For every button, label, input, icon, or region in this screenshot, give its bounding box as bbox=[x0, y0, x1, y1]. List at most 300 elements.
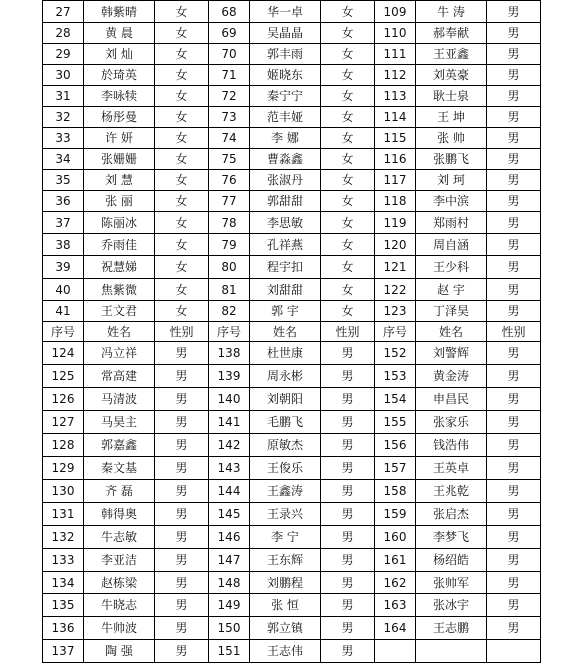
cell-sex: 男 bbox=[155, 549, 209, 572]
roster-table bbox=[42, 0, 541, 663]
cell-seq: 68 bbox=[209, 1, 250, 23]
table-row bbox=[43, 1, 541, 23]
cell-sex: 女 bbox=[321, 86, 375, 107]
cell-name: 刘鹏程 bbox=[250, 572, 321, 594]
cell-sex: 男 bbox=[155, 434, 209, 457]
table-row bbox=[43, 617, 541, 640]
cell-name: 郭丰雨 bbox=[250, 44, 321, 65]
cell-seq: 124 bbox=[43, 342, 84, 365]
cell-sex: 男 bbox=[321, 503, 375, 526]
cell-name: 原敏杰 bbox=[250, 434, 321, 457]
cell-seq: 118 bbox=[375, 191, 416, 212]
cell-name: 赵 宇 bbox=[416, 279, 487, 301]
table-row bbox=[43, 365, 541, 388]
cell-sex: 男 bbox=[487, 256, 541, 279]
cell-sex: 男 bbox=[487, 365, 541, 388]
cell-name: 郭 宇 bbox=[250, 301, 321, 322]
cell-seq: 142 bbox=[209, 434, 250, 457]
cell-name: 齐 磊 bbox=[84, 480, 155, 503]
cell-seq: 132 bbox=[43, 526, 84, 549]
table-row bbox=[43, 572, 541, 594]
cell-sex: 男 bbox=[487, 526, 541, 549]
cell-seq: 120 bbox=[375, 234, 416, 256]
cell-seq: 139 bbox=[209, 365, 250, 388]
cell-name: 刘 慧 bbox=[84, 170, 155, 191]
cell-seq: 30 bbox=[43, 65, 84, 86]
cell-sex: 男 bbox=[321, 572, 375, 594]
cell-sex: 男 bbox=[155, 365, 209, 388]
cell-name: 牛志敏 bbox=[84, 526, 155, 549]
cell-seq: 145 bbox=[209, 503, 250, 526]
cell-sex: 男 bbox=[321, 526, 375, 549]
cell-sex: 男 bbox=[487, 411, 541, 434]
cell-name: 孔祥燕 bbox=[250, 234, 321, 256]
cell-sex: 男 bbox=[321, 640, 375, 663]
cell-seq: 162 bbox=[375, 572, 416, 594]
cell-sex: 女 bbox=[321, 279, 375, 301]
table-row bbox=[43, 149, 541, 170]
cell-seq: 112 bbox=[375, 65, 416, 86]
cell-seq: 140 bbox=[209, 388, 250, 411]
cell-sex: 男 bbox=[487, 388, 541, 411]
cell-seq: 128 bbox=[43, 434, 84, 457]
cell-sex: 男 bbox=[321, 480, 375, 503]
cell-seq: 111 bbox=[375, 44, 416, 65]
cell-name: 王兆乾 bbox=[416, 480, 487, 503]
cell-sex: 男 bbox=[155, 572, 209, 594]
cell-name: 刘英豪 bbox=[416, 65, 487, 86]
cell-sex: 男 bbox=[321, 549, 375, 572]
cell-sex: 女 bbox=[155, 86, 209, 107]
cell-name: 牛 涛 bbox=[416, 1, 487, 23]
cell-seq: 146 bbox=[209, 526, 250, 549]
cell-name: 秦文基 bbox=[84, 457, 155, 480]
cell-seq: 28 bbox=[43, 23, 84, 44]
cell-sex: 女 bbox=[321, 128, 375, 149]
cell-sex: 女 bbox=[155, 65, 209, 86]
cell-sex: 男 bbox=[487, 23, 541, 44]
cell-name: 郝奉献 bbox=[416, 23, 487, 44]
cell-name: 韩紫晴 bbox=[84, 1, 155, 23]
cell-name: 姬晓东 bbox=[250, 65, 321, 86]
cell-name: 张启杰 bbox=[416, 503, 487, 526]
cell-name: 秦宁宁 bbox=[250, 86, 321, 107]
cell-seq: 149 bbox=[209, 594, 250, 617]
cell-name: 刘 灿 bbox=[84, 44, 155, 65]
column-header: 性别 bbox=[487, 322, 541, 342]
cell-sex: 男 bbox=[487, 149, 541, 170]
cell-name: 王俊乐 bbox=[250, 457, 321, 480]
cell-seq: 127 bbox=[43, 411, 84, 434]
cell-name: 王少科 bbox=[416, 256, 487, 279]
cell-seq: 116 bbox=[375, 149, 416, 170]
cell-seq: 39 bbox=[43, 256, 84, 279]
cell-seq: 131 bbox=[43, 503, 84, 526]
cell-sex: 男 bbox=[487, 279, 541, 301]
cell-name: 黄 晨 bbox=[84, 23, 155, 44]
cell-name: 刘警辉 bbox=[416, 342, 487, 365]
cell-name: 刘甜甜 bbox=[250, 279, 321, 301]
cell-name: 张家乐 bbox=[416, 411, 487, 434]
table-row bbox=[43, 301, 541, 322]
cell-name: 吴晶晶 bbox=[250, 23, 321, 44]
cell-sex: 女 bbox=[155, 170, 209, 191]
cell-seq: 115 bbox=[375, 128, 416, 149]
cell-seq: 143 bbox=[209, 457, 250, 480]
cell-sex: 女 bbox=[155, 212, 209, 234]
cell-name: 刘 珂 bbox=[416, 170, 487, 191]
cell-name: 范丰娅 bbox=[250, 107, 321, 128]
cell-sex: 女 bbox=[321, 149, 375, 170]
cell-sex: 女 bbox=[155, 107, 209, 128]
cell-seq: 38 bbox=[43, 234, 84, 256]
column-header: 性别 bbox=[155, 322, 209, 342]
cell-seq: 163 bbox=[375, 594, 416, 617]
cell-sex: 男 bbox=[487, 301, 541, 322]
cell-seq: 69 bbox=[209, 23, 250, 44]
cell-seq: 75 bbox=[209, 149, 250, 170]
cell-seq: 164 bbox=[375, 617, 416, 640]
cell-name: 黄金涛 bbox=[416, 365, 487, 388]
cell-sex: 女 bbox=[321, 191, 375, 212]
cell-sex: 男 bbox=[487, 342, 541, 365]
cell-sex: 女 bbox=[155, 149, 209, 170]
column-header: 序号 bbox=[43, 322, 84, 342]
cell-sex: 女 bbox=[155, 234, 209, 256]
cell-sex: 女 bbox=[321, 65, 375, 86]
table-row bbox=[43, 457, 541, 480]
cell-seq: 40 bbox=[43, 279, 84, 301]
cell-name: 华一卓 bbox=[250, 1, 321, 23]
cell-name: 韩得奥 bbox=[84, 503, 155, 526]
cell-name: 周自涵 bbox=[416, 234, 487, 256]
cell-sex: 男 bbox=[155, 640, 209, 663]
cell-seq: 135 bbox=[43, 594, 84, 617]
cell-sex: 女 bbox=[321, 170, 375, 191]
cell-sex: 女 bbox=[155, 279, 209, 301]
cell-sex bbox=[487, 640, 541, 663]
cell-name: 王志鹏 bbox=[416, 617, 487, 640]
table-row bbox=[43, 65, 541, 86]
cell-sex: 男 bbox=[155, 388, 209, 411]
cell-name: 张冰宇 bbox=[416, 594, 487, 617]
cell-seq: 160 bbox=[375, 526, 416, 549]
cell-name: 张 恒 bbox=[250, 594, 321, 617]
cell-sex: 女 bbox=[321, 256, 375, 279]
cell-seq: 155 bbox=[375, 411, 416, 434]
cell-name: 杨彤曼 bbox=[84, 107, 155, 128]
cell-seq: 141 bbox=[209, 411, 250, 434]
cell-sex: 男 bbox=[155, 503, 209, 526]
cell-sex: 女 bbox=[155, 128, 209, 149]
cell-seq: 41 bbox=[43, 301, 84, 322]
cell-seq: 136 bbox=[43, 617, 84, 640]
table-header-row bbox=[43, 322, 541, 342]
cell-name: 张淑丹 bbox=[250, 170, 321, 191]
table-row bbox=[43, 191, 541, 212]
cell-sex: 男 bbox=[487, 1, 541, 23]
cell-seq: 113 bbox=[375, 86, 416, 107]
cell-seq: 157 bbox=[375, 457, 416, 480]
cell-name: 程宇扣 bbox=[250, 256, 321, 279]
cell-sex: 男 bbox=[155, 594, 209, 617]
cell-name: 王亚鑫 bbox=[416, 44, 487, 65]
column-header: 性别 bbox=[321, 322, 375, 342]
cell-sex: 女 bbox=[155, 191, 209, 212]
cell-name: 牛帅波 bbox=[84, 617, 155, 640]
cell-name: 郭甜甜 bbox=[250, 191, 321, 212]
cell-seq: 158 bbox=[375, 480, 416, 503]
cell-sex: 男 bbox=[321, 434, 375, 457]
cell-sex: 男 bbox=[487, 434, 541, 457]
cell-seq: 126 bbox=[43, 388, 84, 411]
table-row bbox=[43, 44, 541, 65]
cell-seq: 74 bbox=[209, 128, 250, 149]
cell-sex: 男 bbox=[155, 617, 209, 640]
cell-seq: 151 bbox=[209, 640, 250, 663]
cell-name: 於琦英 bbox=[84, 65, 155, 86]
cell-name: 马清波 bbox=[84, 388, 155, 411]
cell-name: 周永彬 bbox=[250, 365, 321, 388]
cell-name: 王鑫涛 bbox=[250, 480, 321, 503]
table-row bbox=[43, 234, 541, 256]
cell-sex: 男 bbox=[321, 365, 375, 388]
cell-seq: 81 bbox=[209, 279, 250, 301]
table-row bbox=[43, 128, 541, 149]
cell-seq: 29 bbox=[43, 44, 84, 65]
cell-sex: 女 bbox=[155, 256, 209, 279]
cell-seq: 73 bbox=[209, 107, 250, 128]
cell-seq: 137 bbox=[43, 640, 84, 663]
cell-seq: 114 bbox=[375, 107, 416, 128]
cell-sex: 男 bbox=[487, 191, 541, 212]
cell-name: 马昊主 bbox=[84, 411, 155, 434]
cell-seq: 119 bbox=[375, 212, 416, 234]
cell-sex: 女 bbox=[321, 23, 375, 44]
table-row bbox=[43, 170, 541, 191]
cell-sex: 男 bbox=[487, 86, 541, 107]
cell-name: 毛鹏飞 bbox=[250, 411, 321, 434]
cell-sex: 男 bbox=[321, 617, 375, 640]
cell-seq: 123 bbox=[375, 301, 416, 322]
cell-sex: 男 bbox=[487, 65, 541, 86]
cell-seq: 122 bbox=[375, 279, 416, 301]
cell-seq: 34 bbox=[43, 149, 84, 170]
cell-name: 王录兴 bbox=[250, 503, 321, 526]
table-row bbox=[43, 23, 541, 44]
cell-seq: 121 bbox=[375, 256, 416, 279]
table-row bbox=[43, 86, 541, 107]
cell-name: 郭嘉鑫 bbox=[84, 434, 155, 457]
table-row bbox=[43, 594, 541, 617]
cell-name bbox=[416, 640, 487, 663]
cell-name: 王东辉 bbox=[250, 549, 321, 572]
cell-sex: 女 bbox=[155, 23, 209, 44]
cell-seq: 154 bbox=[375, 388, 416, 411]
cell-name: 陶 强 bbox=[84, 640, 155, 663]
cell-name: 王 坤 bbox=[416, 107, 487, 128]
cell-seq bbox=[375, 640, 416, 663]
table-row bbox=[43, 411, 541, 434]
cell-name: 张 丽 bbox=[84, 191, 155, 212]
cell-sex: 男 bbox=[487, 212, 541, 234]
cell-name: 常高建 bbox=[84, 365, 155, 388]
cell-seq: 129 bbox=[43, 457, 84, 480]
cell-name: 王志伟 bbox=[250, 640, 321, 663]
cell-sex: 男 bbox=[487, 480, 541, 503]
cell-seq: 134 bbox=[43, 572, 84, 594]
cell-name: 李 宁 bbox=[250, 526, 321, 549]
cell-sex: 男 bbox=[487, 549, 541, 572]
cell-name: 祝慧娣 bbox=[84, 256, 155, 279]
cell-sex: 男 bbox=[487, 594, 541, 617]
cell-seq: 153 bbox=[375, 365, 416, 388]
cell-seq: 150 bbox=[209, 617, 250, 640]
cell-name: 张帅军 bbox=[416, 572, 487, 594]
cell-seq: 130 bbox=[43, 480, 84, 503]
cell-sex: 女 bbox=[321, 212, 375, 234]
cell-sex: 男 bbox=[487, 617, 541, 640]
table-row bbox=[43, 212, 541, 234]
cell-sex: 男 bbox=[487, 128, 541, 149]
roster-sheet bbox=[42, 0, 541, 663]
cell-name: 杨绍皓 bbox=[416, 549, 487, 572]
table-row bbox=[43, 434, 541, 457]
cell-sex: 男 bbox=[487, 572, 541, 594]
column-header: 序号 bbox=[209, 322, 250, 342]
table-row bbox=[43, 480, 541, 503]
table-row bbox=[43, 256, 541, 279]
cell-seq: 148 bbox=[209, 572, 250, 594]
cell-seq: 82 bbox=[209, 301, 250, 322]
cell-seq: 71 bbox=[209, 65, 250, 86]
cell-seq: 33 bbox=[43, 128, 84, 149]
cell-sex: 男 bbox=[321, 388, 375, 411]
cell-seq: 144 bbox=[209, 480, 250, 503]
cell-sex: 男 bbox=[321, 342, 375, 365]
table-row bbox=[43, 279, 541, 301]
cell-name: 张 帅 bbox=[416, 128, 487, 149]
table-row bbox=[43, 388, 541, 411]
cell-seq: 152 bbox=[375, 342, 416, 365]
cell-name: 丁泽昊 bbox=[416, 301, 487, 322]
cell-sex: 男 bbox=[487, 44, 541, 65]
column-header: 姓名 bbox=[416, 322, 487, 342]
table-row bbox=[43, 503, 541, 526]
cell-sex: 女 bbox=[155, 1, 209, 23]
cell-name: 李亚洁 bbox=[84, 549, 155, 572]
cell-seq: 133 bbox=[43, 549, 84, 572]
cell-sex: 女 bbox=[155, 44, 209, 65]
cell-name: 乔雨佳 bbox=[84, 234, 155, 256]
cell-sex: 女 bbox=[321, 301, 375, 322]
cell-seq: 27 bbox=[43, 1, 84, 23]
cell-name: 刘朝阳 bbox=[250, 388, 321, 411]
cell-name: 郭立镇 bbox=[250, 617, 321, 640]
cell-name: 王文君 bbox=[84, 301, 155, 322]
cell-sex: 男 bbox=[321, 594, 375, 617]
cell-seq: 161 bbox=[375, 549, 416, 572]
column-header: 姓名 bbox=[84, 322, 155, 342]
cell-name: 李 娜 bbox=[250, 128, 321, 149]
cell-name: 张鹏飞 bbox=[416, 149, 487, 170]
cell-seq: 31 bbox=[43, 86, 84, 107]
cell-seq: 32 bbox=[43, 107, 84, 128]
cell-sex: 女 bbox=[321, 234, 375, 256]
cell-name: 钱浩伟 bbox=[416, 434, 487, 457]
cell-name: 赵栋梁 bbox=[84, 572, 155, 594]
cell-seq: 76 bbox=[209, 170, 250, 191]
cell-seq: 80 bbox=[209, 256, 250, 279]
table-row bbox=[43, 549, 541, 572]
cell-seq: 117 bbox=[375, 170, 416, 191]
cell-sex: 女 bbox=[321, 107, 375, 128]
column-header: 序号 bbox=[375, 322, 416, 342]
cell-seq: 159 bbox=[375, 503, 416, 526]
cell-seq: 125 bbox=[43, 365, 84, 388]
cell-sex: 男 bbox=[487, 170, 541, 191]
cell-sex: 男 bbox=[155, 411, 209, 434]
cell-sex: 男 bbox=[487, 107, 541, 128]
cell-sex: 男 bbox=[487, 503, 541, 526]
cell-name: 曹淼鑫 bbox=[250, 149, 321, 170]
cell-seq: 78 bbox=[209, 212, 250, 234]
cell-seq: 79 bbox=[209, 234, 250, 256]
cell-seq: 35 bbox=[43, 170, 84, 191]
cell-name: 耿士泉 bbox=[416, 86, 487, 107]
column-header: 姓名 bbox=[250, 322, 321, 342]
cell-name: 张姗姗 bbox=[84, 149, 155, 170]
cell-sex: 男 bbox=[155, 457, 209, 480]
cell-name: 李中滨 bbox=[416, 191, 487, 212]
cell-name: 郑雨村 bbox=[416, 212, 487, 234]
cell-name: 杜世康 bbox=[250, 342, 321, 365]
cell-sex: 男 bbox=[155, 480, 209, 503]
table-row bbox=[43, 107, 541, 128]
cell-name: 李思敏 bbox=[250, 212, 321, 234]
cell-sex: 男 bbox=[487, 234, 541, 256]
cell-sex: 男 bbox=[321, 457, 375, 480]
cell-sex: 男 bbox=[155, 342, 209, 365]
cell-name: 焦紫微 bbox=[84, 279, 155, 301]
cell-name: 李咏犊 bbox=[84, 86, 155, 107]
table-row bbox=[43, 342, 541, 365]
cell-sex: 男 bbox=[487, 457, 541, 480]
cell-sex: 男 bbox=[321, 411, 375, 434]
cell-name: 王英卓 bbox=[416, 457, 487, 480]
cell-seq: 36 bbox=[43, 191, 84, 212]
cell-sex: 女 bbox=[321, 44, 375, 65]
cell-sex: 男 bbox=[155, 526, 209, 549]
table-row bbox=[43, 526, 541, 549]
cell-name: 李梦飞 bbox=[416, 526, 487, 549]
cell-sex: 女 bbox=[155, 301, 209, 322]
cell-name: 申昌民 bbox=[416, 388, 487, 411]
cell-name: 冯立祥 bbox=[84, 342, 155, 365]
cell-sex: 女 bbox=[321, 1, 375, 23]
cell-name: 许 妍 bbox=[84, 128, 155, 149]
cell-seq: 110 bbox=[375, 23, 416, 44]
cell-seq: 138 bbox=[209, 342, 250, 365]
cell-seq: 72 bbox=[209, 86, 250, 107]
cell-seq: 147 bbox=[209, 549, 250, 572]
cell-seq: 70 bbox=[209, 44, 250, 65]
cell-name: 陈丽冰 bbox=[84, 212, 155, 234]
cell-name: 牛晓志 bbox=[84, 594, 155, 617]
table-row bbox=[43, 640, 541, 663]
cell-seq: 156 bbox=[375, 434, 416, 457]
cell-seq: 37 bbox=[43, 212, 84, 234]
